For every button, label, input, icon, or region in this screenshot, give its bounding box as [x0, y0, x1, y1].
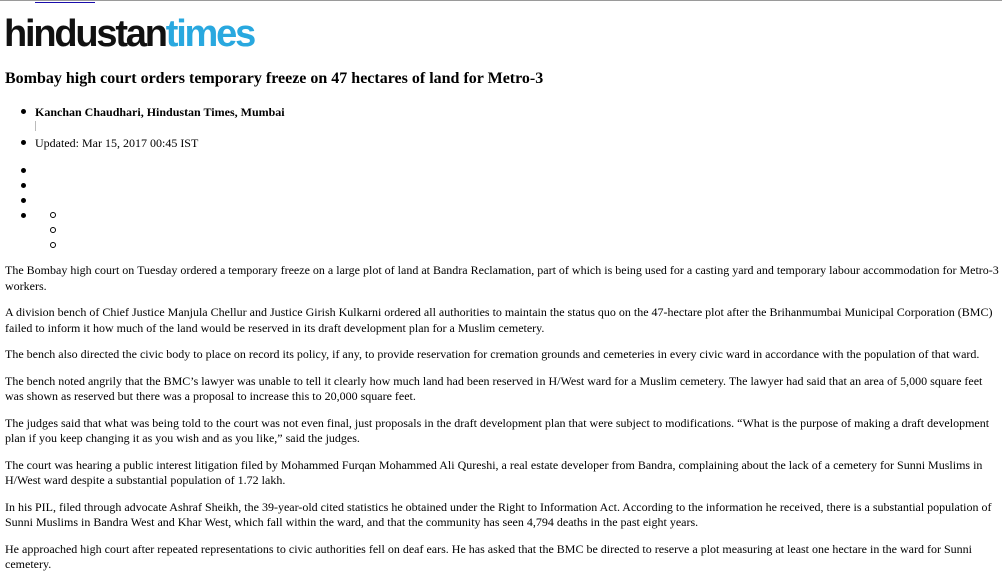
article-body — [5, 263, 999, 584]
share-item-4[interactable] — [35, 208, 45, 222]
skip-link[interactable] — [35, 0, 95, 3]
byline-author: Kanchan Chaudhari, Hindustan Times, Mumbai — [35, 105, 285, 119]
article-paragraph: He approached high court after repeated representations to civic authorities fell on deaf ears. He has asked that the BMC be directed to reserve a plot measuring at least one hectare in the ward for Sunni cemetery. — [5, 541, 972, 571]
logo-text-times: times — [165, 13, 255, 55]
byline-separator — [35, 121, 36, 131]
article-paragraph: The Bombay high court on Tuesday ordered a temporary freeze on a large plot of land at Bandra Reclamation, part of which is being used for a casting yard and temporary labour accommodation for Metro-3 workers. — [5, 263, 999, 293]
share-item-3[interactable] — [35, 193, 45, 207]
article-paragraph: In his PIL, filed through advocate Ashraf Sheikh, the 39-year-old cited statistics he obtained under the Right to Information Act. According to the information he received, there is a substantial population of Sunni Muslims in Bandra West and Khar West, which fall within the ward, and that the community has seen 4,794 deaths in the past eight years. — [5, 499, 992, 529]
article-paragraph: The bench noted angrily that the BMC’s lawyer was unable to tell it clearly how much land had been reserved in H/West ward for a Muslim cemetery. The lawyer had said that an area of 5,000 square feet was shown as reserved but there was a proposal to increase this to 20,000 square feet. — [5, 373, 983, 403]
logo-text-hindustan: hindustan — [4, 13, 166, 55]
share-item-1[interactable] — [35, 163, 45, 177]
site-logo[interactable] — [4, 8, 254, 60]
byline-updated: Updated: Mar 15, 2017 00:45 IST — [35, 136, 199, 150]
share-subitem-2[interactable] — [64, 223, 74, 237]
top-border — [0, 0, 1002, 1]
share-subitem-3[interactable] — [64, 238, 74, 252]
article-paragraph: A division bench of Chief Justice Manjula Chellur and Justice Girish Kulkarni ordered all authorities to maintain the status quo on the 47-hectare plot after the Brihanmumbai Municipal Corporation (BMC) failed to inform it how much of the land would be reserved in its draft development plan for a Muslim cemetery. — [5, 305, 993, 335]
article-paragraph: The judges said that what was being told to the court was not even final, just proposals in the draft development plan that were subject to modifications. “What is the purpose of making a draft development plan if you keep changing it as you wish and as you like,” said the judges. — [5, 415, 990, 445]
article-paragraph: The court was hearing a public interest litigation filed by Mohammed Furqan Mohammed Ali Qureshi, a real estate developer from Bandra, complaining about the lack of a cemetery for Sunni Muslims in H/West ward despite a substantial population of 1.72 lakh. — [5, 457, 983, 487]
share-item-2[interactable] — [35, 178, 45, 192]
article-paragraph: The bench also directed the civic body to place on record its policy, if any, to provide reservation for cremation grounds and cemeteries in every civic ward in accordance with the population of that ward. — [5, 347, 980, 361]
article-headline: Bombay high court orders temporary freeze on 47 hectares of land for Metro-3 — [5, 70, 544, 87]
share-subitem-1[interactable] — [64, 208, 74, 222]
